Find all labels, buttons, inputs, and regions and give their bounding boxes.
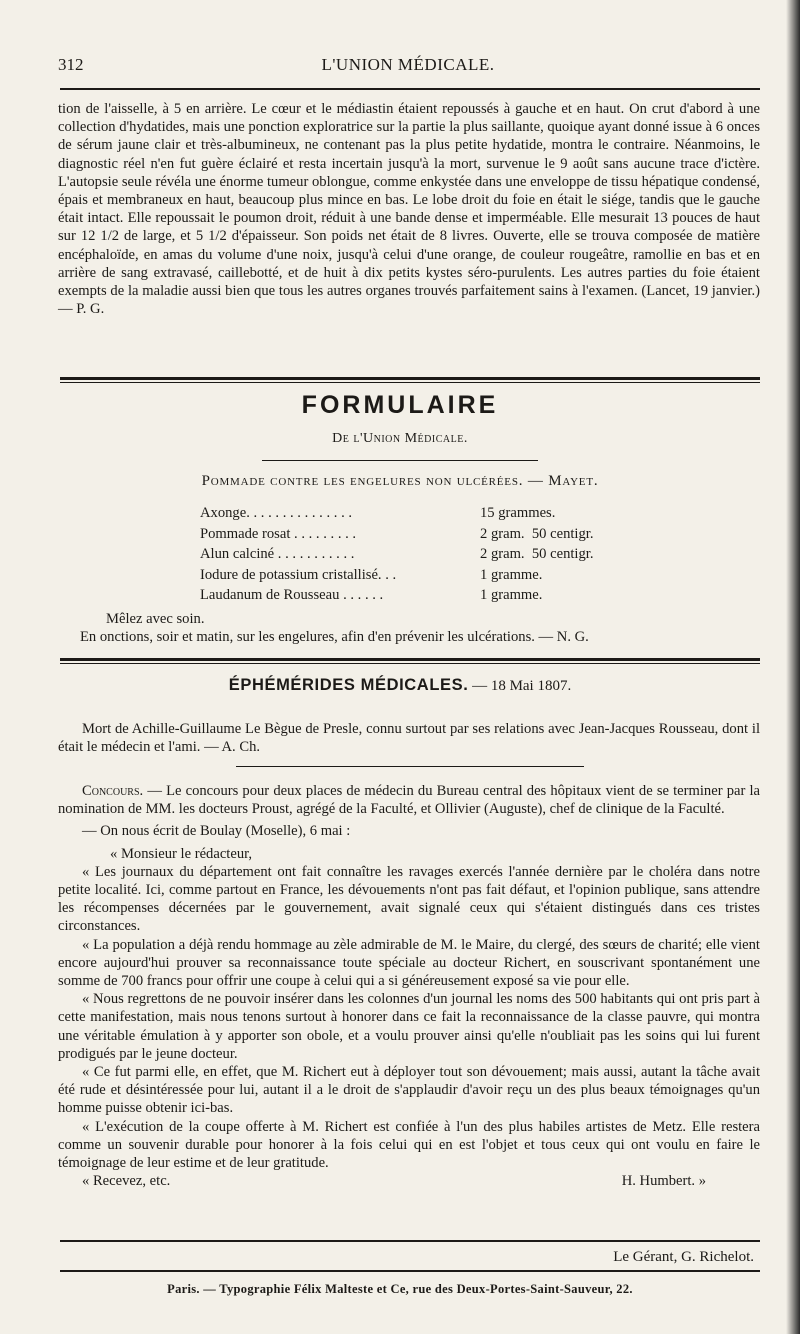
concours-label: Concours.	[82, 783, 144, 799]
formulaire-subtitle: De l'Union Médicale.	[332, 431, 468, 446]
ingredient-quantity: 2 gram. 50 centigr.	[480, 546, 594, 562]
section-rule-thick	[60, 658, 760, 661]
ephemerides-title: ÉPHÉMÉRIDES MÉDICALES.	[228, 676, 469, 694]
ephemerides-heading	[0, 676, 800, 695]
ingredient-name: Alun calciné . . . . . . . . . . .	[200, 546, 355, 562]
case-report-paragraph: tion de l'aisselle, à 5 en arrière. Le cœur et le médiastin étaient repoussés à gauche et en haut. On crut d'abord à une collection d'hydatides, mais une ponction exploratrice sur la partie la plus saillante, quoique ayant donné issue à 6 onces de sérum jaune clair et très-albumineux, ne contenant pas la plus petite hydatide, montra le contraire. Néanmoins, le diagnostic réel n'en fut guère éclairé et resta incertain jusqu'à la mort, survenue le 9 août sans aucune trace d'ictère. L'autopsie seule révéla une énorme tumeur oblongue, comme enkystée dans une enveloppe de tissu hépatique condensé, épais et membraneux en haut, beaucoup plus mince en bas. Le lobe droit du foie en était le siége, tandis que le gauche était intact. Elle repoussait le poumon droit, réduit à une bande dense et imperméable. Elle mesurait 13 pouces de haut sur 12 1/2 de large, et 5 1/2 d'épaisseur. Son poids net était de 8 livres. Ouverte, elle se trouva composée de matière encéphaloïde, en amas du volume d'une noix, jusqu'à celui d'une orange, de couleur rougeâtre, ramollie en bas et en arrière de sang extravasé, caillebotté, et de huit à dix petits kystes séro-purulents. Les autres parties du foie étaient exempts de la maladie aussi bien que tous les autres organes trouvés parfaitement sains à l'examen. (Lancet, 19 janvier.) — P. G.	[58, 101, 760, 318]
ingredient-row	[200, 504, 660, 525]
footer-rule	[60, 1270, 760, 1272]
printer-imprint: Paris. — Typographie Félix Malteste et Ce, rue des Deux-Portes-Saint-Sauveur, 22.	[167, 1282, 633, 1296]
header-rule	[60, 88, 760, 90]
ingredient-row	[200, 586, 660, 607]
recipe-instruction: Mêlez avec soin.	[106, 611, 205, 627]
concours-text: — Le concours pour deux places de médecin du Bureau central des hôpitaux vient de se terminer par la nomination de MM. les docteurs Proust, agrégé de la Faculté, et Ollivier (Auguste), chef de clinique de la Faculté.	[58, 783, 761, 818]
letter-closing-line	[58, 1172, 760, 1190]
ingredient-list	[200, 504, 660, 607]
news-section	[58, 782, 760, 1190]
letter-paragraph: « Les journaux du département ont fait connaître les ravages exercés l'année dernière par le choléra dans notre petite localité. Ici, comme partout en France, les dévouements n'ont pas fait défaut, et l'opinion publique, sans attendre les récompenses décernées par le gouvernement, avait signalé ceux qui s'étaient distingués dans ces tristes circonstances.	[58, 863, 760, 935]
section-rule-thin	[60, 382, 760, 383]
ingredient-quantity: 1 gramme.	[480, 566, 543, 583]
formulaire-title: FORMULAIRE	[301, 391, 499, 419]
running-title: L'UNION MÉDICALE.	[321, 55, 495, 74]
page-header	[58, 56, 758, 78]
gerant-signature: Le Gérant, G. Richelot.	[613, 1249, 754, 1265]
formulaire-short-rule	[262, 460, 538, 461]
ephemerides-entry	[58, 720, 760, 756]
case-report	[58, 100, 760, 318]
ingredient-row	[200, 566, 660, 587]
boulay-intro: — On nous écrit de Boulay (Moselle), 6 mai :	[82, 823, 351, 840]
ingredient-row	[200, 545, 660, 566]
recipe-usage: En onctions, soir et matin, sur les engelures, afin d'en prévenir les ulcérations. — N. G.	[80, 629, 589, 645]
page-number: 312	[58, 55, 84, 74]
letter-salutation: « Monsieur le rédacteur,	[110, 845, 253, 862]
ingredient-name: Pommade rosat . . . . . . . . .	[200, 525, 357, 542]
section-rule-thin	[60, 663, 760, 664]
ephemerides-short-rule	[236, 766, 584, 767]
recipe-title: Pommade contre les engelures non ulcérées. — Mayet.	[201, 473, 599, 489]
concours-paragraph	[58, 782, 760, 818]
ingredient-row	[200, 525, 660, 546]
ephemerides-date: — 18 Mai 1807.	[472, 678, 572, 694]
letter-closing: « Recevez, etc.	[82, 1173, 171, 1190]
ingredient-name: Laudanum de Rousseau . . . . . .	[200, 587, 384, 603]
letter-paragraph: « La population a déjà rendu hommage au zèle admirable de M. le Maire, du clergé, des sœurs de charité; elle vient encore aujourd'hui prouver sa reconnaissance toute spéciale au docteur Richert, en souscrivant spontanément une somme de 700 francs pour offrir une coupe à celui qui a si généreusement exposé sa vie pour elle.	[58, 936, 760, 990]
letter-paragraph: « L'exécution de la coupe offerte à M. Richert est confiée à l'un des plus habiles artistes de Metz. Elle restera comme un souvenir durable pour honorer à la fois celui qui en est l'objet et tous ceux qui ont voulu en faire le témoignage de leur estime et de leur gratitude.	[58, 1118, 760, 1172]
letter-signature: H. Humbert. »	[621, 1173, 706, 1190]
page-edge-shadow	[786, 0, 800, 1334]
ingredient-quantity: 1 gramme.	[480, 587, 543, 603]
ephemerides-text: Mort de Achille-Guillaume Le Bègue de Presle, connu surtout par ses relations avec Jean-Jacques Rousseau, dont il était le médecin et l'ami. — A. Ch.	[58, 721, 760, 756]
ingredient-name: Iodure de potassium cristallisé. . .	[200, 566, 397, 583]
closing-rule	[60, 1240, 760, 1242]
ingredient-quantity: 15 grammes.	[480, 505, 556, 521]
section-rule-thick	[60, 377, 760, 380]
ingredient-quantity: 2 gram. 50 centigr.	[480, 525, 594, 542]
letter-paragraph: « Ce fut parmi elle, en effet, que M. Richert eut à déployer tout son dévouement; mais aussi, autant la tâche avait été rude et désintéressée pour lui, autant il a le droit de s'applaudir d'avoir reçu un des plus beaux témoignages qu'un homme puisse obtenir ici-bas.	[58, 1064, 760, 1117]
ingredient-name: Axonge. . . . . . . . . . . . . . .	[200, 505, 353, 521]
letter-paragraph: « Nous regrettons de ne pouvoir insérer dans les colonnes d'un journal les noms des 500 habitants qui ont pris part à cette manifestation, mais nous tenons surtout à honorer dans ce fait la reconnaissance de la classe pauvre, qui montra une véritable émulation à y apporter son obole, et a voulu prouver ainsi qu'elle n'oubliait pas les soins qui lui furent prodigués par le jeune docteur.	[58, 991, 760, 1062]
